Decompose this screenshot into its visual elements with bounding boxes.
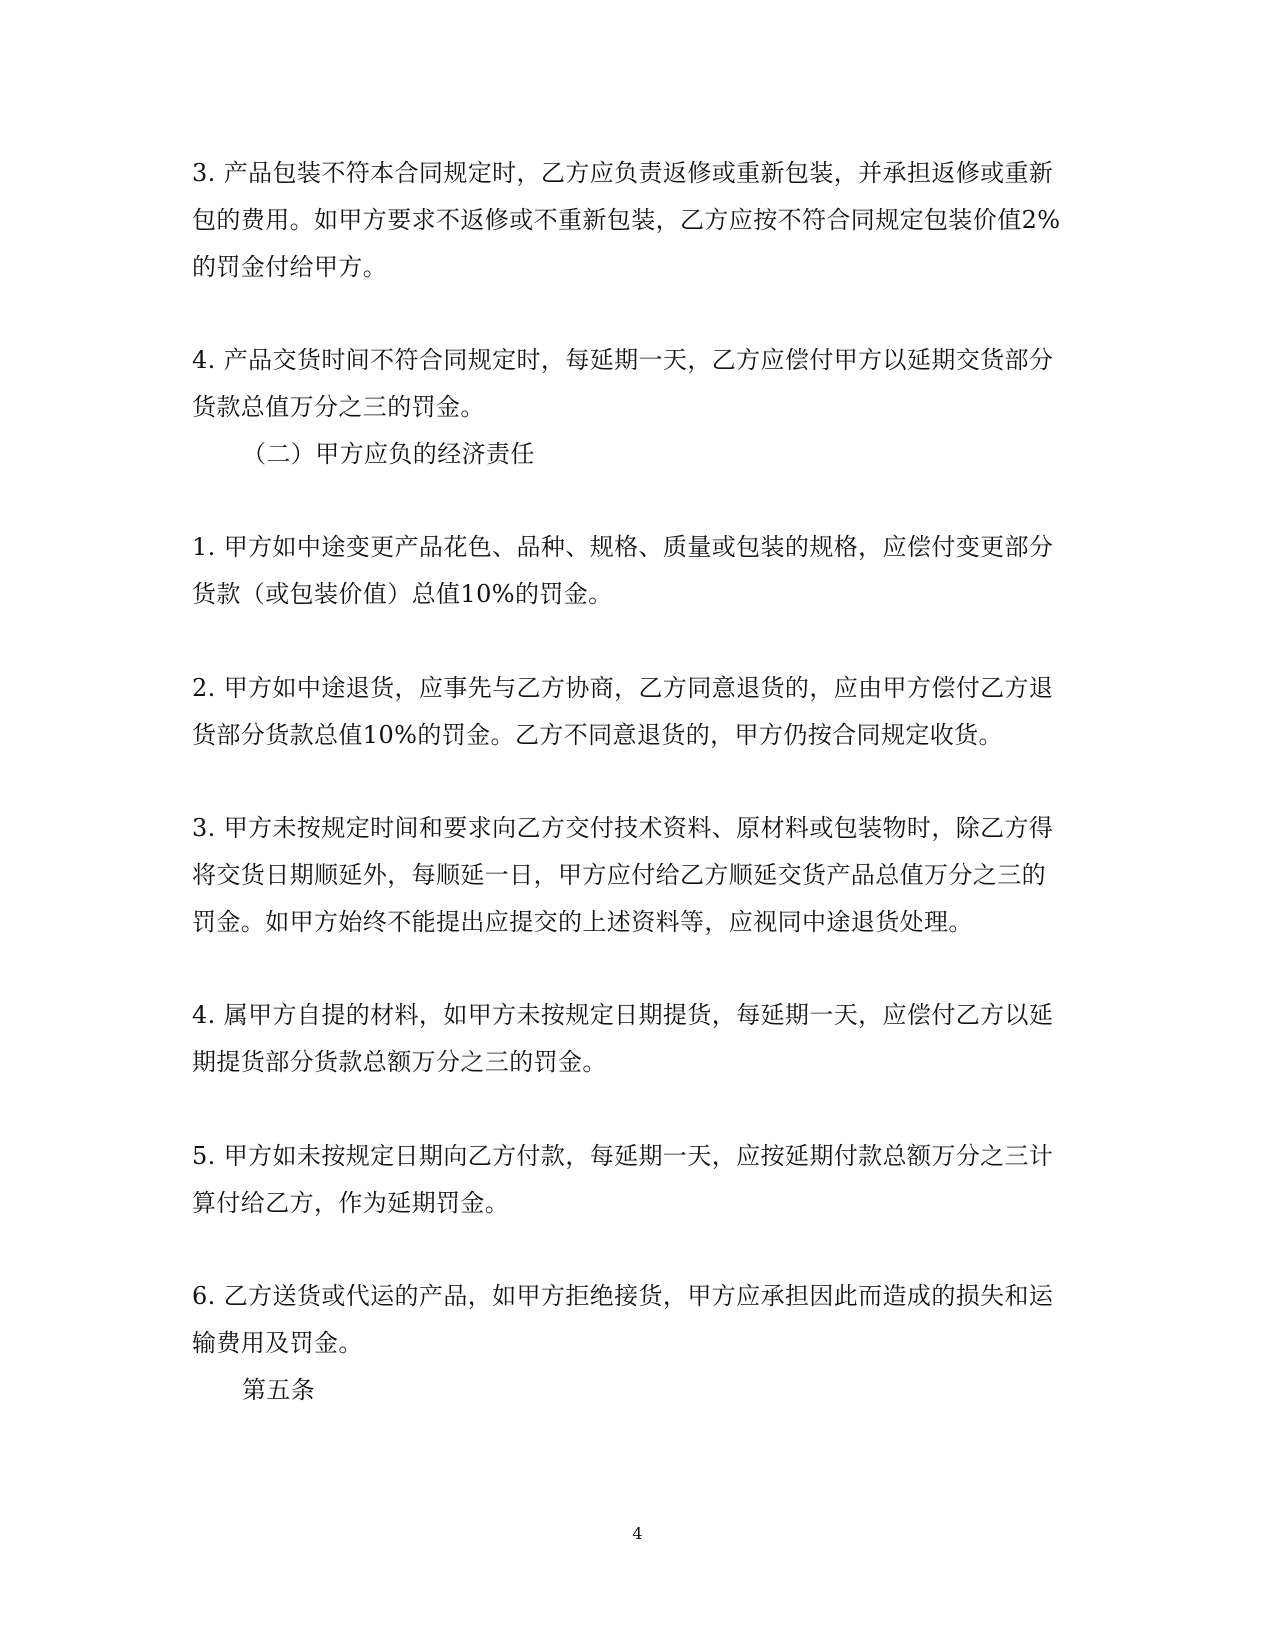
text-line: 包的费用。如甲方要求不返修或不重新包装，乙方应按不符合同规定包装价值2% (192, 206, 1061, 234)
text-line: 2. 甲方如中途退货，应事先与乙方协商，乙方同意退货的，应由甲方偿付乙方退 (192, 674, 1054, 702)
text-line: 货部分货款总值10%的罚金。乙方不同意退货的，甲方仍按合同规定收货。 (192, 721, 1003, 749)
text-line: 4. 属甲方自提的材料，如甲方未按规定日期提货，每延期一天，应偿付乙方以延 (192, 1001, 1054, 1029)
text-line: 6. 乙方送货或代运的产品，如甲方拒绝接货，甲方应承担因此而造成的损失和运 (192, 1282, 1054, 1310)
text-line: 将交货日期顺延外，每顺延一日，甲方应付给乙方顺延交货产品总值万分之三的 (192, 861, 1046, 889)
text-line: 的罚金付给甲方。 (192, 253, 388, 281)
text-line: 输费用及罚金。 (192, 1329, 363, 1357)
text-line: 1. 甲方如中途变更产品花色、品种、规格、质量或包装的规格，应偿付变更部分 (192, 533, 1054, 561)
text-line: 期提货部分货款总额万分之三的罚金。 (192, 1048, 607, 1076)
text-line: 算付给乙方，作为延期罚金。 (192, 1189, 510, 1217)
page-number: 4 (632, 1524, 643, 1543)
text-line: 3. 甲方未按规定时间和要求向乙方交付技术资料、原材料或包装物时，除乙方得 (192, 814, 1054, 842)
text-line: 货款总值万分之三的罚金。 (192, 393, 485, 421)
text-line: 5. 甲方如未按规定日期向乙方付款，每延期一天，应按延期付款总额万分之三计 (192, 1142, 1054, 1170)
article-heading: 第五条 (242, 1376, 316, 1404)
section-heading: （二）甲方应负的经济责任 (242, 440, 535, 468)
text-line: 货款（或包装价值）总值10%的罚金。 (192, 580, 613, 608)
text-line: 罚金。如甲方始终不能提出应提交的上述资料等，应视同中途退货处理。 (192, 908, 973, 936)
text-line: 3. 产品包装不符本合同规定时，乙方应负责返修或重新包装，并承担返修或重新 (192, 159, 1054, 187)
text-line: 4. 产品交货时间不符合同规定时，每延期一天，乙方应偿付甲方以延期交货部分 (192, 346, 1054, 374)
